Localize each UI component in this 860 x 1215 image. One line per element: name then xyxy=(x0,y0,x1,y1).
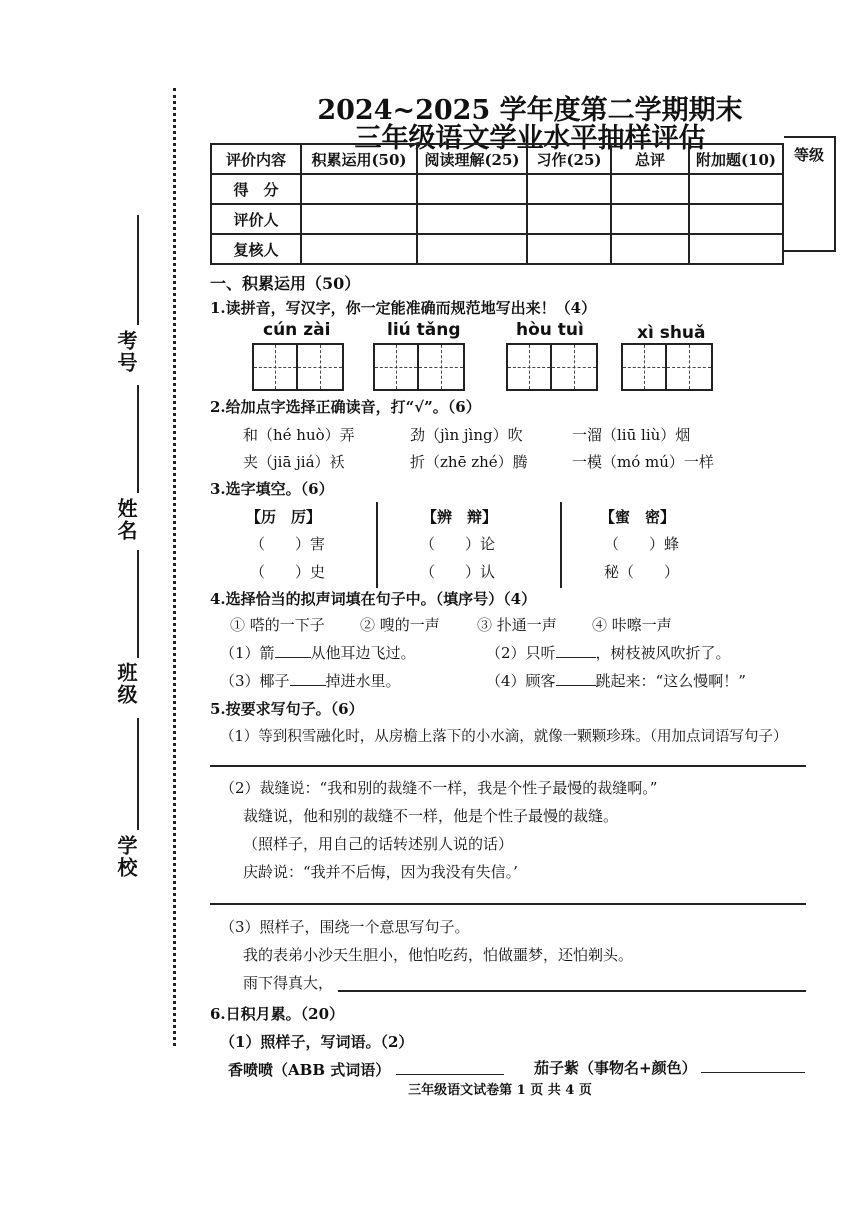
answer-blank[interactable] xyxy=(275,657,311,658)
col-header: 总评 xyxy=(611,144,689,174)
char-pair: 【辨 辩】 xyxy=(422,508,498,526)
question-2-title: 2.给加点字选择正确读音，打“√”。（6） xyxy=(210,398,481,416)
q5-part3-example: 我的表弟小沙天生胆小，他怕吃药，怕做噩梦，还怕剃头。 xyxy=(243,946,634,964)
class-label: 班级 xyxy=(114,662,138,706)
pinyin-3: hòu tuì xyxy=(516,320,584,340)
score-cell[interactable] xyxy=(301,234,417,264)
question-4-title: 4.选择恰当的拟声词填在句子中。（填序号）（4） xyxy=(210,590,537,608)
score-cell[interactable] xyxy=(611,174,689,204)
reading-choice[interactable]: 和（hé huò）弄 xyxy=(243,426,355,444)
score-cell[interactable] xyxy=(417,204,527,234)
reading-choice[interactable]: 折（zhē zhé）腾 xyxy=(410,453,528,471)
reading-choice[interactable]: 一模（mó mú）一样 xyxy=(572,453,714,471)
reading-choice[interactable]: 一溜（liū liù）烟 xyxy=(572,426,691,444)
answer-blank[interactable] xyxy=(556,685,596,686)
option: ③ 扑通一声 xyxy=(477,616,557,634)
sentence-1: （1）箭 从他耳边飞过。 xyxy=(220,644,416,662)
name-label: 姓名 xyxy=(114,498,138,542)
class-line xyxy=(137,550,139,658)
writing-grid-3[interactable] xyxy=(506,343,598,391)
question-5-title: 5.按要求写句子。（6） xyxy=(210,700,364,718)
option: ④ 咔嚓一声 xyxy=(592,616,672,634)
q5-part1: （1）等到积雪融化时，从房檐上落下的小水滴，就像一颗颗珍珠。（用加点词语写句子） xyxy=(220,729,788,745)
answer-blank[interactable] xyxy=(556,657,596,658)
question-6-title: 6.日积月累。（20） xyxy=(210,1005,345,1023)
school-label: 学校 xyxy=(114,835,138,879)
grade-box[interactable] xyxy=(784,136,836,252)
score-table xyxy=(210,143,784,265)
score-cell[interactable] xyxy=(301,204,417,234)
fill-blank[interactable]: （ ）史 xyxy=(250,563,326,581)
divider xyxy=(376,502,378,588)
reading-choice[interactable]: 劲（jìn jìng）吹 xyxy=(410,426,523,444)
q5-part3: （3）照样子，围绕一个意思写句子。 xyxy=(220,918,470,936)
pinyin-2: liú tǎng xyxy=(387,320,461,340)
score-cell[interactable] xyxy=(689,174,783,204)
answer-blank[interactable] xyxy=(396,1074,504,1075)
sentence-4: （4）顾客 跳起来：“这么慢啊！” xyxy=(486,672,746,690)
score-cell[interactable] xyxy=(417,174,527,204)
q6-sub1: （1）照样子，写词语。（2） xyxy=(220,1033,414,1051)
fill-blank[interactable]: （ ）害 xyxy=(250,535,326,553)
writing-grid-1[interactable] xyxy=(252,343,344,391)
score-cell[interactable] xyxy=(527,204,611,234)
sentence-2: （2）只听 ，树枝被风吹折了。 xyxy=(486,644,731,662)
exam-number-line xyxy=(137,215,139,325)
col-header: 习作(25) xyxy=(527,144,611,174)
question-3-title: 3.选字填空。（6） xyxy=(210,480,334,498)
q5-part2-prompt: 庆龄说：“我并不后悔，因为我没有失信。’ xyxy=(243,863,518,881)
q5-part2-example: 裁缝说，他和别的裁缝不一样，他是个性子最慢的裁缝。 xyxy=(243,807,619,825)
score-cell[interactable] xyxy=(417,234,527,264)
char-pair: 【历 厉】 xyxy=(246,508,322,526)
row-header: 复核人 xyxy=(211,234,301,264)
q5-part3-prompt: 雨下得真大， xyxy=(243,974,334,992)
answer-blank[interactable] xyxy=(290,685,326,686)
col-header: 积累运用(50) xyxy=(301,144,417,174)
question-1-title: 1.读拼音，写汉字，你一定能准确而规范地写出来！（4） xyxy=(210,299,597,317)
q6-example1: 香喷喷（ABB 式词语） xyxy=(228,1059,504,1080)
pinyin-4: xì shuǎ xyxy=(637,323,706,343)
score-cell[interactable] xyxy=(689,234,783,264)
page-footer: 三年级语文试卷第 1 页 共 4 页 xyxy=(408,1083,592,1098)
fill-blank[interactable]: （ ）认 xyxy=(420,563,496,581)
row-header: 评价人 xyxy=(211,204,301,234)
answer-blank[interactable] xyxy=(701,1072,805,1073)
q5-part2-instruction: （照样子，用自己的话转述别人说的话） xyxy=(243,835,514,853)
grade-label: 等级 xyxy=(793,146,824,164)
pinyin-1: cún zài xyxy=(263,320,331,340)
col-header: 阅读理解(25) xyxy=(417,144,527,174)
exam-number-label: 考号 xyxy=(114,330,138,374)
fill-blank[interactable]: （ ）蜂 xyxy=(604,535,680,553)
name-line xyxy=(137,385,139,493)
fill-blank[interactable]: 秘（ ） xyxy=(604,563,680,581)
divider xyxy=(560,502,562,588)
score-cell[interactable] xyxy=(527,234,611,264)
score-cell[interactable] xyxy=(527,174,611,204)
score-cell[interactable] xyxy=(611,234,689,264)
writing-grid-4[interactable] xyxy=(621,343,713,391)
section-heading: 一、积累运用（50） xyxy=(210,274,361,293)
fill-blank[interactable]: （ ）论 xyxy=(420,535,496,553)
exam-title-line1: 2024~2025 学年度第二学期期末 xyxy=(317,95,743,126)
score-cell[interactable] xyxy=(689,204,783,234)
binding-dotted-line xyxy=(173,88,176,1046)
char-pair: 【蜜 密】 xyxy=(600,508,676,526)
q5-part2: （2）裁缝说：“我和别的裁缝不一样，我是个性子最慢的裁缝啊。” xyxy=(220,779,658,797)
col-header: 附加题(10) xyxy=(689,144,783,174)
writing-grid-2[interactable] xyxy=(373,343,465,391)
sentence-3: （3）椰子 掉进水里。 xyxy=(220,672,401,690)
option: ① 嗒的一下子 xyxy=(230,616,325,634)
row-header: 得 分 xyxy=(211,174,301,204)
answer-line[interactable] xyxy=(210,765,806,767)
score-cell[interactable] xyxy=(611,204,689,234)
reading-choice[interactable]: 夹（jiā jiá）袄 xyxy=(243,453,345,471)
col-header: 评价内容 xyxy=(211,144,301,174)
answer-line[interactable] xyxy=(210,903,806,905)
q6-example2: 茄子紫（事物名+颜色） xyxy=(534,1057,805,1078)
answer-line[interactable] xyxy=(338,990,806,992)
score-cell[interactable] xyxy=(301,174,417,204)
option: ② 嗖的一声 xyxy=(360,616,440,634)
school-line xyxy=(137,718,139,830)
exam-title-line2: 三年级语文学业水平抽样评估 xyxy=(354,123,706,154)
